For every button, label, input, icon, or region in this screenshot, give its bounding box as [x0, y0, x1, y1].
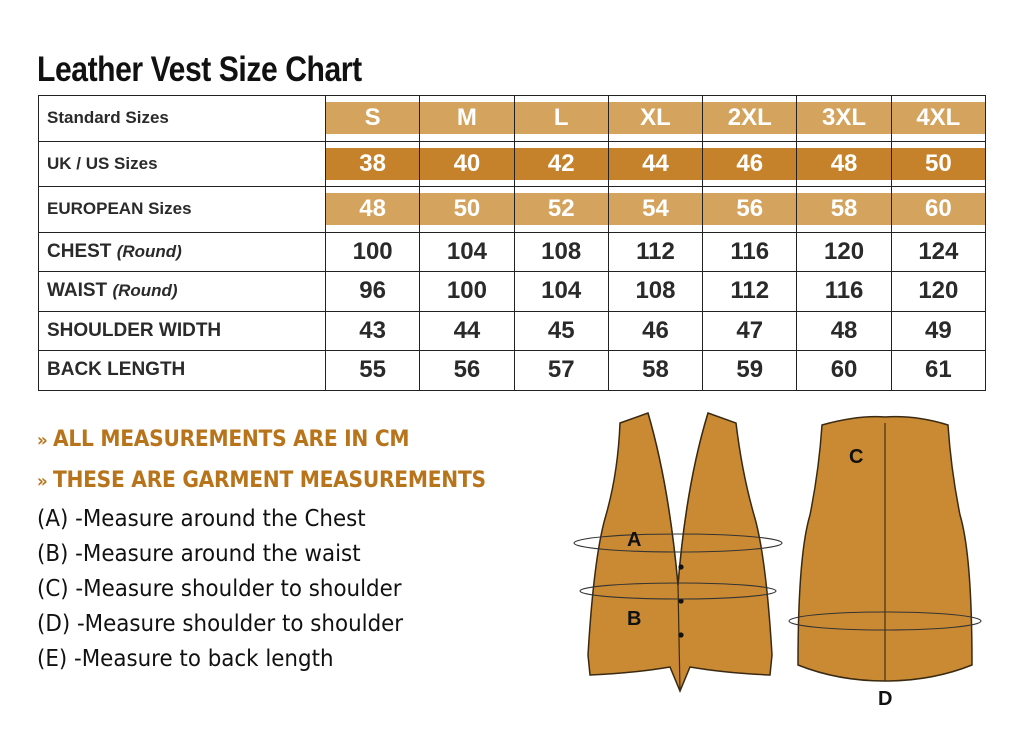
value-cell: 46 [608, 311, 702, 351]
size-cell: S [326, 96, 420, 142]
value-cell: 116 [703, 232, 797, 272]
value-cell: 120 [891, 272, 985, 312]
value-cell: 108 [608, 272, 702, 312]
size-cell: 48 [326, 187, 420, 233]
vest-button [678, 632, 683, 637]
value-cell: 60 [797, 351, 891, 391]
label-a: A [627, 529, 642, 551]
note-garment: » THESE ARE GARMENT MEASUREMENTS [37, 468, 486, 493]
value-cell: 108 [514, 232, 608, 272]
notes-section [37, 420, 525, 677]
value-cell: 47 [703, 311, 797, 351]
label-d: D [878, 688, 893, 710]
double-chevron-icon: » [37, 430, 48, 451]
size-cell: 60 [891, 187, 985, 233]
size-cell: 44 [608, 141, 702, 187]
double-chevron-icon: » [37, 471, 48, 492]
size-cell: XL [608, 96, 702, 142]
row-qualifier: (Round) [112, 281, 178, 301]
value-cell: 100 [420, 272, 514, 312]
value-cell: 116 [797, 272, 891, 312]
size-cell: 40 [420, 141, 514, 187]
value-cell: 112 [608, 232, 702, 272]
size-cell: 56 [703, 187, 797, 233]
size-cell: L [514, 96, 608, 142]
label-c: C [849, 446, 864, 468]
value-cell: 48 [797, 311, 891, 351]
table-row-uk-us-sizes [39, 141, 986, 187]
size-cell: 3XL [797, 96, 891, 142]
value-cell: 57 [514, 351, 608, 391]
page-title: Leather Vest Size Chart [37, 50, 362, 89]
size-cell: M [420, 96, 514, 142]
value-cell: 100 [326, 232, 420, 272]
size-cell: 46 [703, 141, 797, 187]
table-row-back-length [39, 351, 986, 391]
instruction-item: (D) -Measure shoulder to shoulder [37, 611, 404, 637]
row-label: BACK LENGTH [39, 351, 326, 391]
instruction-item: (C) -Measure shoulder to shoulder [37, 576, 402, 602]
size-cell: 52 [514, 187, 608, 233]
size-cell: 54 [608, 187, 702, 233]
value-cell: 112 [703, 272, 797, 312]
value-cell: 96 [326, 272, 420, 312]
value-cell: 120 [797, 232, 891, 272]
row-label: EUROPEAN Sizes [39, 187, 326, 233]
size-cell: 2XL [703, 96, 797, 142]
table-row-standard-sizes [39, 96, 986, 142]
value-cell: 104 [420, 232, 514, 272]
table-row-european-sizes [39, 187, 986, 233]
size-cell: 4XL [891, 96, 985, 142]
row-qualifier: (Round) [116, 241, 182, 261]
value-cell: 49 [891, 311, 985, 351]
size-cell: 38 [326, 141, 420, 187]
size-cell: 42 [514, 141, 608, 187]
value-cell: 104 [514, 272, 608, 312]
value-cell: 61 [891, 351, 985, 391]
table-row-shoulder-width [39, 311, 986, 351]
size-table [38, 95, 986, 391]
value-cell: 58 [608, 351, 702, 391]
instruction-item: (E) -Measure to back length [37, 646, 334, 672]
vest-button [678, 564, 683, 569]
value-cell: 44 [420, 311, 514, 351]
table-row-chest [39, 232, 986, 272]
row-label: SHOULDER WIDTH [39, 311, 326, 351]
table-row-waist [39, 272, 986, 312]
row-label: WAIST (Round) [39, 272, 326, 312]
size-cell: 48 [797, 141, 891, 187]
row-label: UK / US Sizes [39, 141, 326, 187]
vest-back-illustration [789, 417, 981, 710]
value-cell: 59 [703, 351, 797, 391]
value-cell: 56 [420, 351, 514, 391]
label-b: B [627, 608, 642, 630]
row-label: Standard Sizes [39, 96, 326, 142]
value-cell: 55 [326, 351, 420, 391]
note-units: » ALL MEASUREMENTS ARE IN CM [37, 427, 410, 452]
vest-diagram [560, 405, 990, 715]
instruction-item: (A) -Measure around the Chest [37, 506, 366, 532]
value-cell: 45 [514, 311, 608, 351]
value-cell: 43 [326, 311, 420, 351]
vest-front-illustration [574, 413, 782, 691]
size-cell: 50 [891, 141, 985, 187]
size-cell: 58 [797, 187, 891, 233]
row-label: CHEST (Round) [39, 232, 326, 272]
size-cell: 50 [420, 187, 514, 233]
instruction-item: (B) -Measure around the waist [37, 541, 361, 567]
value-cell: 124 [891, 232, 985, 272]
